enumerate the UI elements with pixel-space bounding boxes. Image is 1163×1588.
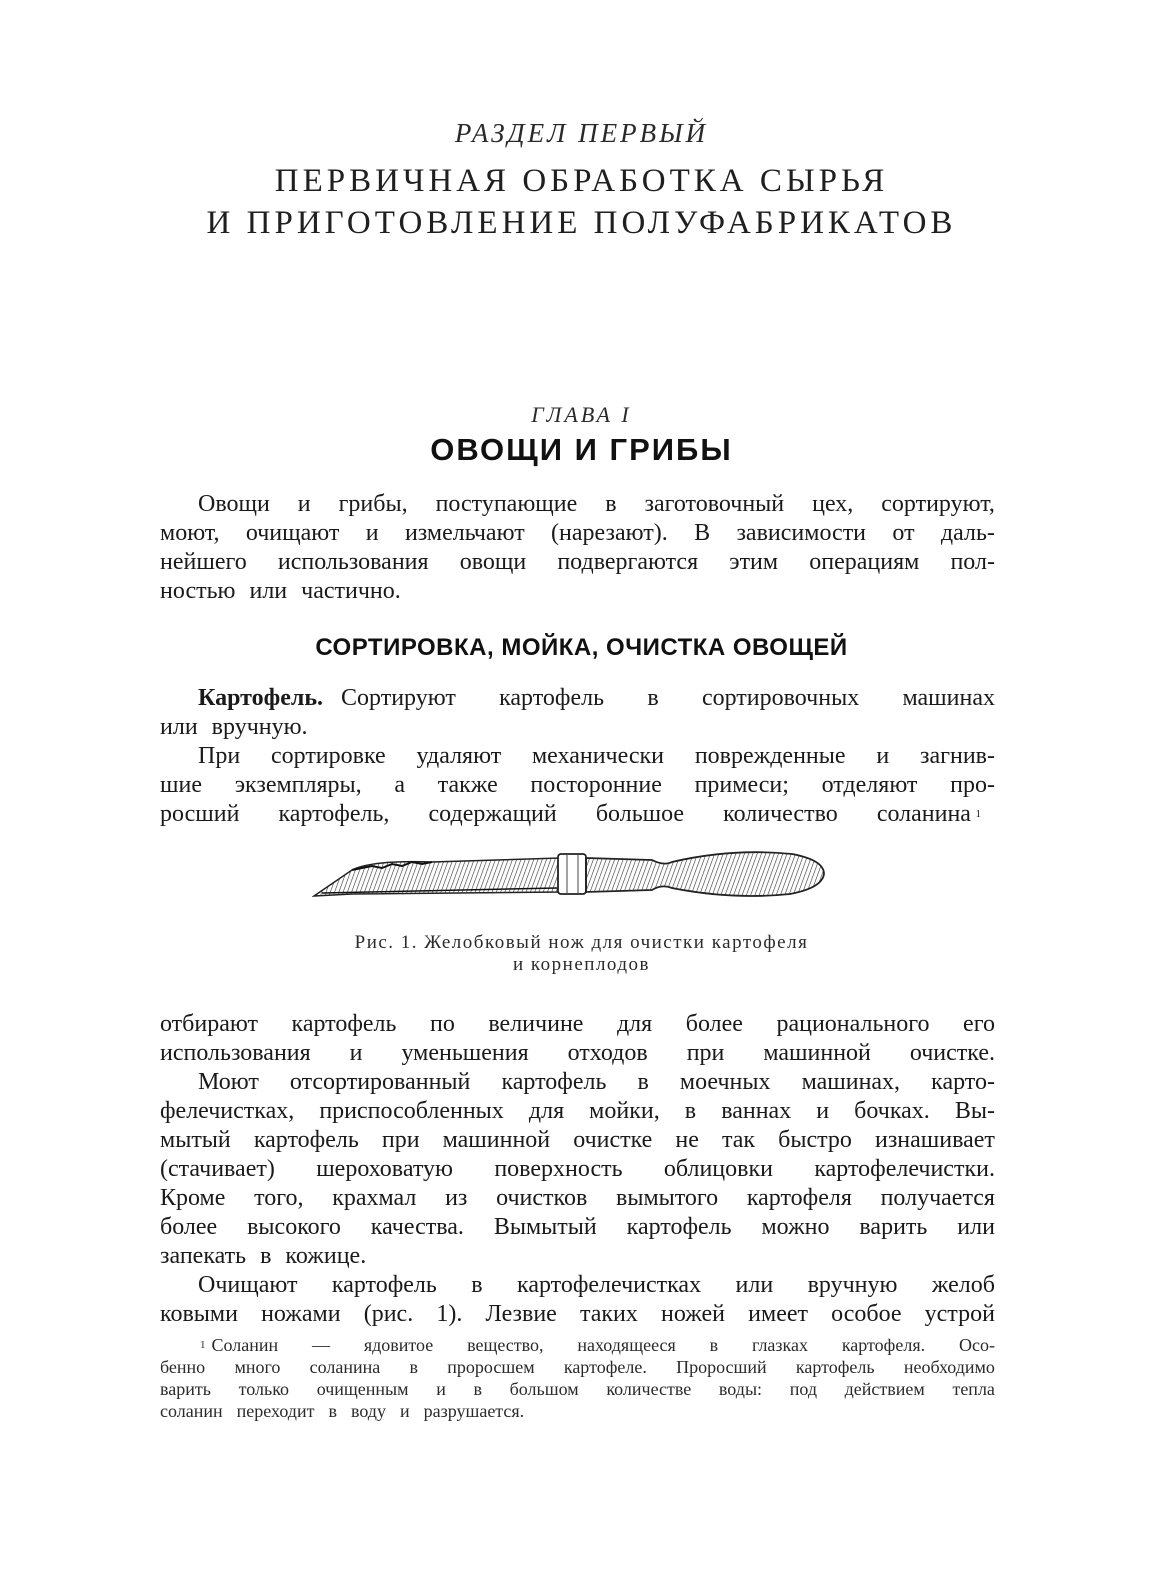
word: глазках <box>751 1335 808 1355</box>
word: примеси; <box>694 772 789 798</box>
word: этим <box>729 549 779 575</box>
word: быстро <box>778 1127 852 1153</box>
word: при <box>686 1040 725 1066</box>
word: более <box>160 1214 218 1240</box>
word: в <box>605 491 617 517</box>
paragraph-line <box>160 1155 995 1184</box>
paragraph-line <box>160 713 995 742</box>
word: загнив- <box>920 743 995 769</box>
word: (нарезают). <box>551 520 668 546</box>
word: картофеля <box>746 1185 852 1211</box>
word: от <box>892 520 915 546</box>
word: высокого <box>247 1214 341 1240</box>
word: переходит <box>236 1401 315 1421</box>
word: находящееся <box>577 1335 676 1355</box>
word: того, <box>254 1185 304 1211</box>
word: при <box>381 1127 420 1153</box>
word: отбирают <box>160 1011 258 1037</box>
caption-line: и корнеплодов <box>512 954 651 975</box>
word: Осо- <box>958 1335 995 1355</box>
word: пол- <box>950 549 995 575</box>
word: вручную <box>807 1272 898 1298</box>
word: Вымытый <box>493 1214 597 1240</box>
word: в <box>647 685 659 711</box>
paragraph-line <box>160 1271 995 1300</box>
line-words <box>212 1334 996 1356</box>
section-label: РАЗДЕЛ ПЕРВЫЙ <box>454 118 709 148</box>
word: а <box>394 772 405 798</box>
word: росший <box>160 801 240 827</box>
word: получается <box>880 1185 995 1211</box>
paragraph-line <box>160 577 995 606</box>
word: сортировке <box>270 743 386 769</box>
word: мойки, <box>589 1098 660 1124</box>
word: сортировочных <box>701 685 860 711</box>
caption-line: Рис. 1. Желобковый нож для очистки картофеля <box>354 932 809 953</box>
word: тепла <box>952 1379 995 1399</box>
word: картофеля. <box>841 1335 926 1355</box>
footnote-line <box>160 1378 995 1400</box>
word: в <box>473 1379 482 1399</box>
footnote-line <box>160 1400 995 1422</box>
run-in-heading: Картофель. <box>198 685 324 711</box>
word: и <box>816 1098 830 1124</box>
word: или <box>249 578 288 604</box>
word: не <box>675 1127 699 1153</box>
word: и <box>349 1040 363 1066</box>
word: качества. <box>370 1214 464 1240</box>
word: действием <box>844 1379 925 1399</box>
word: имеет <box>748 1301 808 1327</box>
word: приспособленных <box>319 1098 504 1124</box>
word: кожице. <box>285 1243 367 1269</box>
word: нейшего <box>160 549 247 575</box>
word: частично. <box>301 578 401 604</box>
word: очистке <box>573 1127 653 1153</box>
word: воду <box>350 1401 386 1421</box>
paragraph-line <box>160 519 995 548</box>
word: для <box>616 1011 653 1037</box>
word: очищают <box>245 520 340 546</box>
word: сортируют, <box>881 491 995 517</box>
continuation-paragraph <box>160 1010 995 1329</box>
word: также <box>437 772 498 798</box>
paragraph-line <box>160 1300 995 1329</box>
word: под <box>789 1379 817 1399</box>
word: только <box>238 1379 290 1399</box>
line-words <box>160 800 971 829</box>
word: подвергаются <box>557 549 699 575</box>
word: так <box>721 1127 756 1153</box>
word: для <box>528 1098 565 1124</box>
section-title <box>0 160 1163 244</box>
word: Лезвие <box>485 1301 557 1327</box>
word: желоб <box>931 1272 995 1298</box>
word: поступающие <box>435 491 578 517</box>
word: Моют <box>198 1069 259 1095</box>
word: картофель, <box>278 801 390 827</box>
word: грибы, <box>338 491 408 517</box>
word: или <box>160 714 198 740</box>
word: очистков <box>496 1185 588 1211</box>
word: использования <box>160 1040 311 1066</box>
word: большое <box>595 801 685 827</box>
word: Сортируют <box>341 685 456 711</box>
word: ностью <box>160 578 236 604</box>
word: в <box>684 1098 697 1124</box>
word: и <box>297 491 311 517</box>
word: в <box>637 1069 649 1095</box>
word: очищенным <box>316 1379 409 1399</box>
word: и <box>436 1379 446 1399</box>
word: использования <box>277 549 429 575</box>
word: (стачивает) <box>160 1156 275 1182</box>
word: удаляют <box>416 743 502 769</box>
word: вымытого <box>615 1185 719 1211</box>
footnote-line <box>160 1334 995 1356</box>
paragraph-line <box>160 1213 995 1242</box>
paragraph-line <box>160 548 995 577</box>
paragraph-line <box>160 1242 995 1271</box>
word: В <box>694 520 711 546</box>
paragraph-line <box>160 771 995 800</box>
word: 1). <box>436 1301 463 1327</box>
section-title-line: И ПРИГОТОВЛЕНИЕ ПОЛУФАБРИКАТОВ <box>206 205 957 241</box>
word: соланина <box>876 801 971 827</box>
word: картофель <box>253 1127 359 1153</box>
word: в <box>260 1243 272 1269</box>
word: шероховатую <box>316 1156 453 1182</box>
word: ножей <box>661 1301 726 1327</box>
paragraph-line <box>160 1126 995 1155</box>
word: ножами <box>261 1301 341 1327</box>
paragraph-line <box>160 1039 995 1068</box>
word: (рис. <box>363 1301 414 1327</box>
word: шие <box>160 772 202 798</box>
word: в <box>471 1272 483 1298</box>
word: проросшем <box>447 1357 535 1377</box>
word: — <box>311 1335 330 1355</box>
word: и <box>399 1401 410 1421</box>
word: посторонние <box>530 772 662 798</box>
word: уменьшения <box>401 1040 529 1066</box>
word: и <box>365 520 379 546</box>
footnote-mark: 1 <box>200 1339 206 1351</box>
word: машинной <box>763 1040 871 1066</box>
word: изнашивает <box>874 1127 995 1153</box>
word: зависимости <box>736 520 867 546</box>
word: разрушается. <box>423 1401 525 1421</box>
word: бенно <box>160 1357 206 1377</box>
word: вещество, <box>467 1335 544 1355</box>
word: картофель <box>501 1069 607 1095</box>
intro-paragraph <box>160 490 995 606</box>
word: или <box>957 1214 995 1240</box>
word: большом <box>509 1379 579 1399</box>
word: необходимо <box>903 1357 995 1377</box>
word: машинах, <box>801 1069 901 1095</box>
word: воды: <box>718 1379 763 1399</box>
word: операциям <box>809 549 920 575</box>
paragraph-line <box>160 800 995 829</box>
word: карто- <box>931 1069 995 1095</box>
word: отходов <box>567 1040 648 1066</box>
word: рационального <box>776 1011 930 1037</box>
word: варить <box>160 1379 211 1399</box>
word: очистке. <box>909 1040 995 1066</box>
word: картофеле. <box>563 1357 647 1377</box>
word: варить <box>859 1214 928 1240</box>
word: вручную. <box>211 714 308 740</box>
word: картофелечистки. <box>814 1156 995 1182</box>
word: в <box>328 1401 337 1421</box>
word: соланина <box>309 1357 381 1377</box>
word: машинах <box>902 685 995 711</box>
word: величине <box>488 1011 584 1037</box>
word: Овощи <box>198 491 270 517</box>
subheading: СОРТИРОВКА, МОЙКА, ОЧИСТКА ОВОЩЕЙ <box>315 634 848 661</box>
word: более <box>685 1011 743 1037</box>
word: моют, <box>160 520 220 546</box>
word: механически <box>531 743 665 769</box>
word: картофель <box>291 1011 397 1037</box>
word: его <box>963 1011 995 1037</box>
potato-paragraph <box>160 684 995 829</box>
word: картофель <box>331 1272 437 1298</box>
word: ядовитое <box>363 1335 434 1355</box>
word: из <box>445 1185 468 1211</box>
grooved-knife-illustration <box>312 848 832 908</box>
word: моечных <box>679 1069 771 1095</box>
word: особое <box>831 1301 902 1327</box>
footnote-reference: 1 <box>975 808 981 820</box>
word: поврежденные <box>694 743 846 769</box>
word: картофель <box>795 1357 875 1377</box>
word: При <box>198 743 241 769</box>
word: картофель <box>499 685 605 711</box>
word: Проросший <box>676 1357 767 1377</box>
paragraph-line <box>160 742 995 771</box>
word: цех, <box>812 491 854 517</box>
word: отсортированный <box>289 1069 471 1095</box>
word: мытый <box>160 1127 231 1153</box>
figure-caption <box>0 932 1163 976</box>
word: можно <box>761 1214 830 1240</box>
word: картофелечистках <box>517 1272 702 1298</box>
word: про- <box>950 772 995 798</box>
word: машинной <box>442 1127 551 1153</box>
word: экземпляры, <box>234 772 362 798</box>
word: заготовочный <box>644 491 785 517</box>
word: отделяют <box>821 772 918 798</box>
word: содержащий <box>428 801 557 827</box>
word: количество <box>723 801 838 827</box>
word: Кроме <box>160 1185 226 1211</box>
word: и <box>876 743 890 769</box>
word: поверхность <box>494 1156 623 1182</box>
word: ковыми <box>160 1301 238 1327</box>
word: овощи <box>459 549 527 575</box>
word: устрой <box>924 1301 995 1327</box>
footnote-line <box>160 1356 995 1378</box>
word: измельчают <box>404 520 525 546</box>
chapter-label: ГЛАВА I <box>531 402 632 427</box>
word: Соланин <box>211 1335 279 1355</box>
paragraph-line <box>160 1068 995 1097</box>
word: в <box>409 1357 419 1377</box>
word: картофель <box>626 1214 732 1240</box>
word: облицовки <box>663 1156 773 1182</box>
word: или <box>735 1272 774 1298</box>
paragraph-line <box>160 1097 995 1126</box>
word: по <box>429 1011 455 1037</box>
word: таких <box>579 1301 638 1327</box>
section-title-line: ПЕРВИЧНАЯ ОБРАБОТКА СЫРЬЯ <box>274 163 889 199</box>
word: в <box>709 1335 719 1355</box>
word: Вы- <box>954 1098 995 1124</box>
word: бочках. <box>854 1098 930 1124</box>
paragraph-line <box>160 1184 995 1213</box>
word: запекать <box>160 1243 247 1269</box>
word: даль- <box>940 520 995 546</box>
line-words <box>341 684 995 713</box>
word: Очищают <box>198 1272 298 1298</box>
word: много <box>234 1357 281 1377</box>
word: количестве <box>606 1379 692 1399</box>
paragraph-line <box>160 1010 995 1039</box>
chapter-title: ОВОЩИ И ГРИБЫ <box>430 432 733 467</box>
word: соланин <box>160 1401 223 1421</box>
word: крахмал <box>332 1185 417 1211</box>
paragraph-line <box>160 490 995 519</box>
word: ваннах <box>721 1098 792 1124</box>
word: фелечистках, <box>160 1098 295 1124</box>
footnote <box>160 1334 995 1422</box>
paragraph-line <box>160 684 995 713</box>
